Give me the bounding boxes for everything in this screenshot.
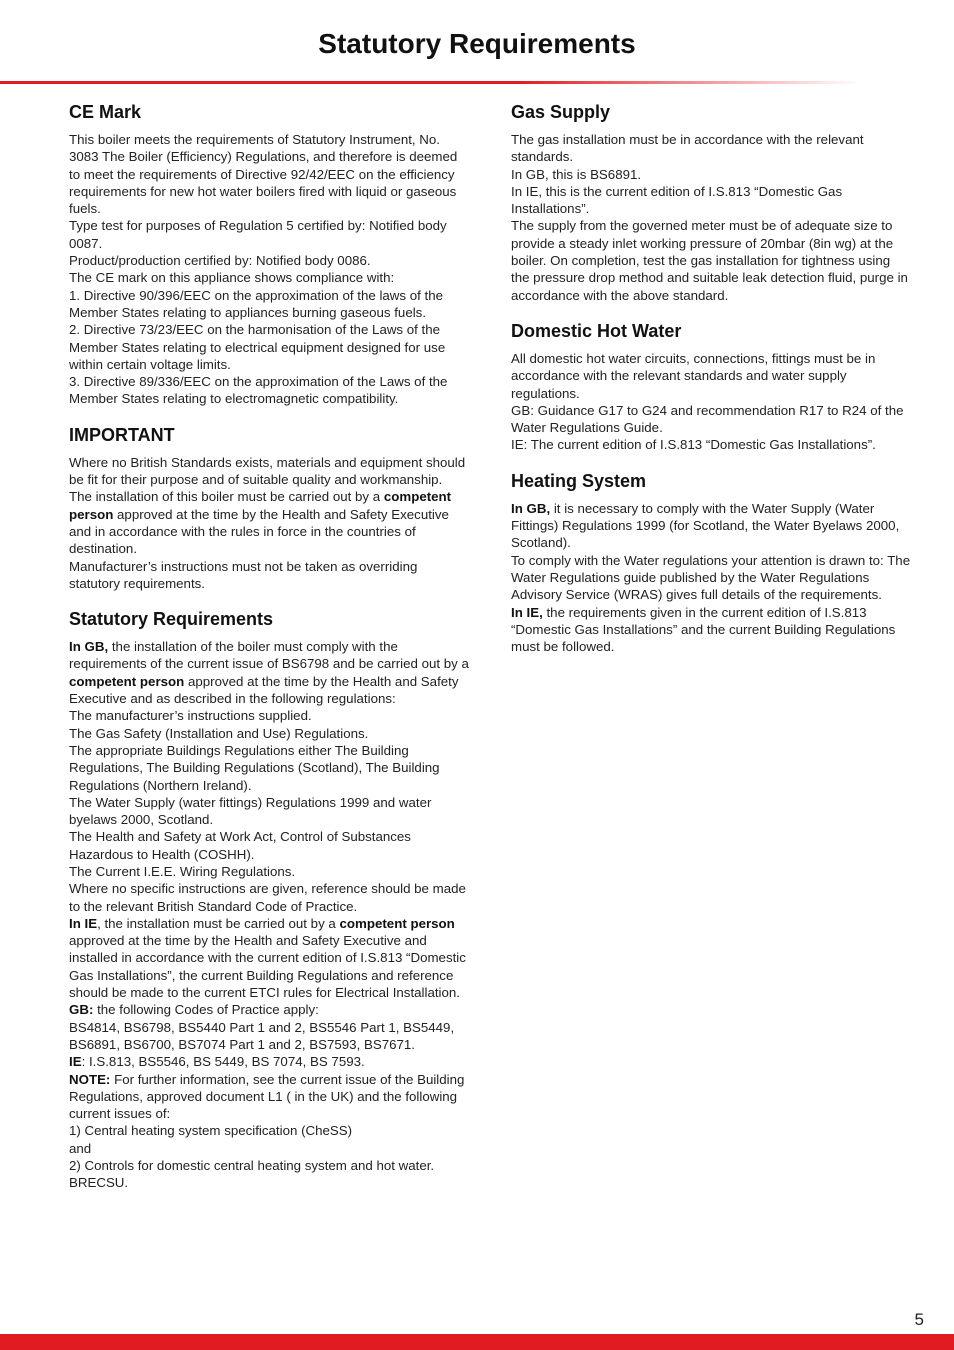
text-run: , the installation must be carried out by a — [97, 915, 340, 931]
paragraph — [69, 488, 469, 557]
section-heading-domestic-hot-water: Domestic Hot Water — [511, 320, 682, 341]
bold-run: In IE — [69, 915, 98, 931]
text-run: it is necessary to comply with the Water Supply (Water Fittings) Regulations 1999 (for Scotland, the Water Byelaws 2000, Scotland). — [511, 500, 900, 551]
section-domestic-hot-water — [511, 319, 911, 454]
text-run: : I.S.813, BS5546, BS 5449, BS 7074, BS 7593. — [81, 1054, 365, 1070]
paragraph — [511, 500, 911, 552]
list-item: 2. Directive 73/23/EEC on the harmonisation of the Laws of the Member States relating to electrical equipment designed for use within certain voltage limits. — [69, 322, 446, 372]
bold-run: NOTE: — [69, 1071, 111, 1087]
paragraph: GB: Guidance G17 to G24 and recommendation R17 to R24 of the Water Regulations Guide. — [511, 402, 904, 436]
paragraph: In GB, this is BS6891. — [511, 166, 642, 182]
paragraph: This boiler meets the requirements of Statutory Instrument, No. 3083 The Boiler (Efficiency) Regulations, and therefore is deemed to meet the requirements of Directive 92/42/EEC on the efficiency requirements for new hot water boilers fired with liquid or gaseous fuels. — [69, 132, 458, 217]
paragraph — [511, 604, 911, 656]
text-run: For further information, see the current issue of the Building Regulations, approved document L1 ( in the UK) and the following current issues of: — [69, 1071, 465, 1122]
bold-run: competent person — [69, 489, 452, 522]
paragraph: BS4814, BS6798, BS5440 Part 1 and 2, BS5546 Part 1, BS5449, BS6891, BS6700, BS7074 Part 1 and 2, BS7593, BS7671. — [69, 1019, 455, 1052]
bold-run: competent person — [69, 673, 185, 689]
section-heading-important: IMPORTANT — [69, 424, 175, 445]
bold-run: competent person — [339, 915, 455, 931]
paragraph — [69, 1001, 469, 1018]
list-item: and — [69, 1140, 92, 1156]
footer-bar — [0, 1334, 954, 1350]
section-heading-heating-system: Heating System — [511, 470, 647, 491]
text-run: the installation of the boiler must comply with the requirements of the current issue of BS6798 and be carried out by a — [69, 639, 469, 672]
section-important — [69, 423, 469, 592]
paragraph: The Current I.E.E. Wiring Regulations. — [69, 863, 296, 879]
section-statutory — [69, 607, 469, 1192]
paragraph: The Gas Safety (Installation and Use) Regulations. — [69, 725, 369, 741]
text-run: approved at the time by the Health and Safety Executive and in accordance with the rules in force in the countries of destination. — [69, 506, 449, 557]
paragraph: The Water Supply (water fittings) Regulations 1999 and water byelaws 2000, Scotland. — [69, 794, 432, 828]
paragraph: Where no British Standards exists, materials and equipment should be fit for their purpose and of suitable quality and workmanship. — [69, 454, 466, 488]
text-run: the requirements given in the current edition of I.S.813 “Domestic Gas Installations” and the current Building Regulations must be followed. — [511, 604, 896, 655]
list-item: 2) Controls for domestic central heating system and hot water. BRECSU. — [69, 1158, 435, 1191]
paragraph: The supply from the governed meter must be of adequate size to provide a steady inlet working pressure of 20mbar (8in wg) at the boiler. On completion, test the gas installation for tightness using the pressure drop method and suitable leak detection fluid, purge in accordance with the above standard. — [511, 218, 908, 303]
paragraph — [69, 1053, 469, 1070]
paragraph: The manufacturer’s instructions supplied. — [69, 708, 312, 724]
paragraph — [69, 915, 469, 1001]
paragraph: The Health and Safety at Work Act, Control of Substances Hazardous to Health (COSHH). — [69, 829, 411, 862]
page-title: Statutory Requirements — [318, 28, 636, 59]
section-heading-gas-supply: Gas Supply — [511, 102, 611, 122]
text-run: the following Codes of Practice apply: — [93, 1002, 319, 1018]
list-item: 1) Central heating system specification (CheSS) — [69, 1123, 353, 1139]
left-column — [69, 100, 469, 1207]
paragraph: The gas installation must be in accordance with the relevant standards. — [511, 132, 864, 165]
section-heating-system — [511, 469, 911, 656]
paragraph: All domestic hot water circuits, connections, fittings must be in accordance with the relevant standards and water supply regulations. — [511, 350, 876, 401]
title-rule — [0, 81, 860, 84]
list-item: 3. Directive 89/336/EEC on the approximation of the Laws of the Member States relating to electromagnetic compatibility. — [69, 374, 448, 407]
text-run: approved at the time by the Health and Safety Executive and as described in the following regulations: — [69, 673, 459, 707]
section-ce-mark — [69, 100, 469, 408]
paragraph: In IE, this is the current edition of I.S.813 “Domestic Gas Installations”. — [511, 183, 843, 217]
paragraph: Product/production certified by: Notified body 0086. — [69, 253, 371, 269]
section-heading-ce-mark: CE Mark — [69, 102, 142, 122]
paragraph: To comply with the Water regulations your attention is drawn to: The Water Regulations guide published by the Water Regulations Advisory Service (WRAS) gives full details of the requirements. — [511, 552, 911, 603]
paragraph: Manufacturer’s instructions must not be taken as overriding statutory requirements. — [69, 558, 418, 591]
section-heading-statutory: Statutory Requirements — [69, 609, 274, 630]
bold-run: In GB, — [69, 639, 109, 655]
bold-run: In IE, — [511, 604, 543, 620]
list-item: 1. Directive 90/396/EEC on the approximation of the laws of the Member States relating to appliances burning gaseous fuels. — [69, 287, 444, 320]
text-run: The installation of this boiler must be carried out by a — [69, 489, 384, 505]
paragraph: The appropriate Buildings Regulations either The Building Regulations, The Building Regulations (Scotland), The Building Regulations (Northern Ireland). — [69, 742, 440, 793]
bold-run: IE — [69, 1054, 82, 1070]
paragraph: IE: The current edition of I.S.813 “Domestic Gas Installations”. — [511, 437, 876, 453]
paragraph — [69, 1071, 469, 1123]
text-run: approved at the time by the Health and Safety Executive and installed in accordance with the current edition of I.S.813 “Domestic Gas Installations”, the current Building Regulations and reference should be made to the current ETCI rules for Electrical Installation. — [69, 933, 466, 1001]
bold-run: In GB, — [511, 500, 551, 516]
right-column — [511, 100, 911, 670]
paragraph: Type test for purposes of Regulation 5 certified by: Notified body 0087. — [69, 218, 447, 251]
paragraph: Where no specific instructions are given, reference should be made to the relevant British Standard Code of Practice. — [69, 881, 466, 914]
paragraph: The CE mark on this appliance shows compliance with: — [69, 270, 395, 286]
paragraph — [69, 638, 469, 707]
page-number: 5 — [914, 1310, 924, 1329]
bold-run: GB: — [69, 1002, 94, 1018]
section-gas-supply — [511, 100, 911, 304]
